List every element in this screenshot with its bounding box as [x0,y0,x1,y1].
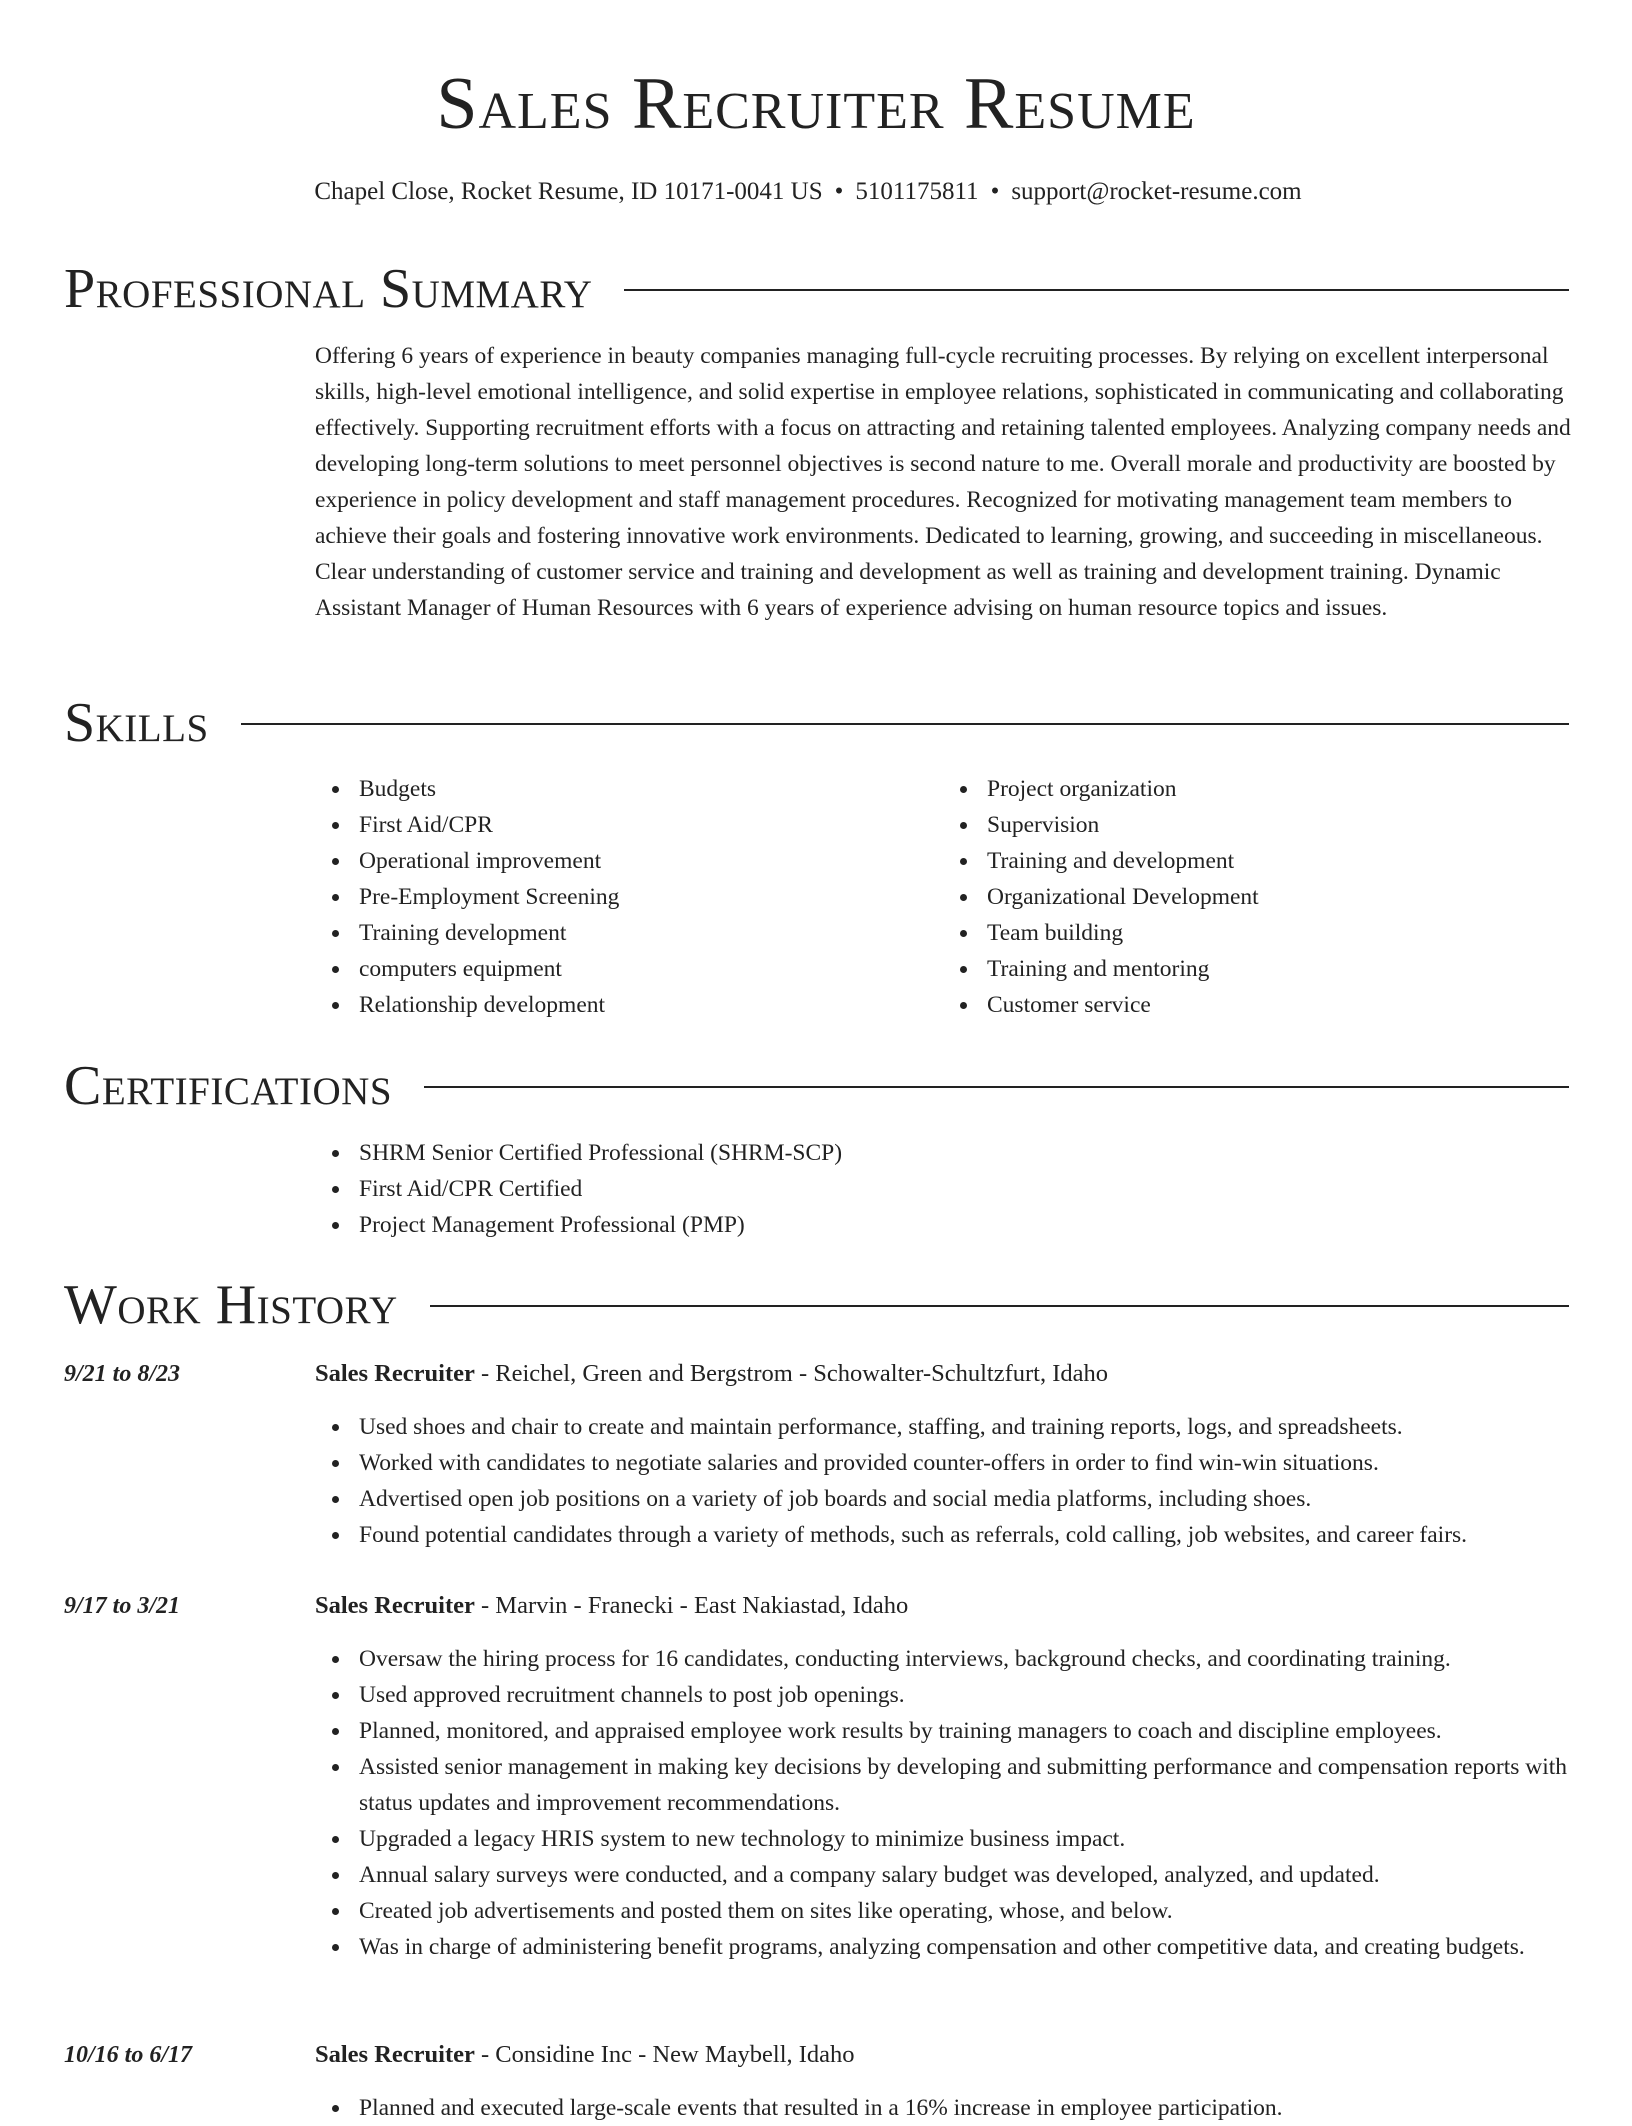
section-heading-skills [64,689,1569,757]
certification-item: First Aid/CPR Certified [359,1171,1571,1207]
job-employer: - Marvin - Franecki - East Nakiastad, Idaho [474,1592,909,1619]
section-heading-summary [64,255,1569,323]
job-bullets [315,2090,1571,2126]
job-heading [315,1356,1571,1392]
skill-item: computers equipment [359,951,943,987]
job-bullets [315,1641,1571,1965]
resume-title: Sales Recruiter Resume [436,63,1196,145]
contact-separator: • [990,178,1000,205]
certifications-section [315,1135,1571,1243]
skill-item: Customer service [987,987,1571,1023]
job-bullets [315,1409,1571,1553]
section-divider [241,723,1569,725]
skills-section [315,771,1571,1023]
job-bullets-section [315,1641,1571,1965]
section-divider [424,1086,1569,1088]
skill-item: Supervision [987,807,1571,843]
job-bullet: Created job advertisements and posted them on sites like operating, whose, and below. [359,1893,1571,1929]
job-bullet: Used approved recruitment channels to post job openings. [359,1677,1571,1713]
certification-item: SHRM Senior Certified Professional (SHRM-SCP) [359,1135,1571,1171]
skill-item: Team building [987,915,1571,951]
skill-item: Operational improvement [359,843,943,879]
job-bullet: Advertised open job positions on a variety of job boards and social media platforms, including shoes. [359,1481,1571,1517]
skill-item: Training and development [987,843,1571,879]
section-title: Certifications [64,1055,393,1117]
summary-section [315,338,1571,626]
skill-item: Budgets [359,771,943,807]
job-title: Sales Recruiter [315,2041,475,2068]
section-divider [624,289,1569,291]
skills-list-left [315,771,943,1023]
job-bullet: Found potential candidates through a variety of methods, such as referrals, cold calling, job websites, and career fairs. [359,1517,1571,1553]
job-bullet: Worked with candidates to negotiate salaries and provided counter-offers in order to find win-win situations. [359,1445,1571,1481]
section-divider [430,1305,1569,1307]
job-bullet: Annual salary surveys were conducted, and a company salary budget was developed, analyzed, and updated. [359,1857,1571,1893]
skill-item: Organizational Development [987,879,1571,915]
certifications-list [315,1135,1571,1243]
job-employer: - Reichel, Green and Bergstrom - Schowalter-Schultzfurt, Idaho [474,1360,1109,1387]
job-title: Sales Recruiter [315,1592,475,1619]
job-heading [315,2037,1571,2073]
job-bullet: Used shoes and chair to create and maintain performance, staffing, and training reports, logs, and spreadsheets. [359,1409,1571,1445]
section-heading-certifications [64,1052,1569,1120]
job-bullet: Planned and executed large-scale events that resulted in a 16% increase in employee participation. [359,2090,1571,2126]
job-title: Sales Recruiter [315,1360,475,1387]
contact-address: Chapel Close, Rocket Resume, ID 10171-0041 US [314,178,823,205]
job-employer: - Considine Inc - New Maybell, Idaho [474,2041,855,2068]
job-bullet: Planned, monitored, and appraised employee work results by training managers to coach and discipline employees. [359,1713,1571,1749]
contact-separator: • [834,178,844,205]
job-bullet: Was in charge of administering benefit programs, analyzing compensation and other competitive data, and creating budgets. [359,1929,1571,1965]
certification-item: Project Management Professional (PMP) [359,1207,1571,1243]
skill-item: Pre-Employment Screening [359,879,943,915]
job-heading [315,1588,1571,1624]
contact-email[interactable]: support@rocket-resume.com [1011,178,1302,205]
skill-item: Training development [359,915,943,951]
job-dates: 9/21 to 8/23 [64,1361,181,1387]
job-bullet: Upgraded a legacy HRIS system to new technology to minimize business impact. [359,1821,1571,1857]
section-heading-work-history [64,1271,1569,1339]
job-dates: 10/16 to 6/17 [64,2042,193,2068]
job-bullets-section [315,2090,1571,2126]
job-dates: 9/17 to 3/21 [64,1593,181,1619]
summary-text: Offering 6 years of experience in beauty companies managing full-cycle recruiting processes. By relying on excellent interpersonal skills, high-level emotional intelligence, and solid expertise in employee relations, sophisticated in communicating and collaborating effectively. Supporting recruitment efforts with a focus on attracting and retaining talented employees. Analyzing company needs and developing long-term solutions to meet personnel objectives is second nature to me. Overall morale and productivity are boosted by experience in policy development and staff management procedures. Recognized for motivating management team members to achieve their goals and fostering innovative work environments. Dedicated to learning, growing, and succeeding in miscellaneous. Clear understanding of customer service and training and development as well as training and development training. Dynamic Assistant Manager of Human Resources with 6 years of experience advising on human resource topics and issues. [315,343,1571,621]
skill-item: Project organization [987,771,1571,807]
contact-phone[interactable]: 5101175811 [855,178,979,205]
job-bullet: Oversaw the hiring process for 16 candidates, conducting interviews, background checks, and coordinating training. [359,1641,1571,1677]
section-title: Skills [64,692,209,754]
skill-item: Training and mentoring [987,951,1571,987]
section-title: Work History [64,1274,398,1336]
skill-item: First Aid/CPR [359,807,943,843]
section-title: Professional Summary [64,258,593,320]
skill-item: Relationship development [359,987,943,1023]
contact-line [0,174,1616,210]
job-bullet: Assisted senior management in making key decisions by developing and submitting performance and compensation reports with status updates and improvement recommendations. [359,1749,1571,1821]
skills-list-right [943,771,1571,1023]
job-bullets-section [315,1409,1571,1553]
